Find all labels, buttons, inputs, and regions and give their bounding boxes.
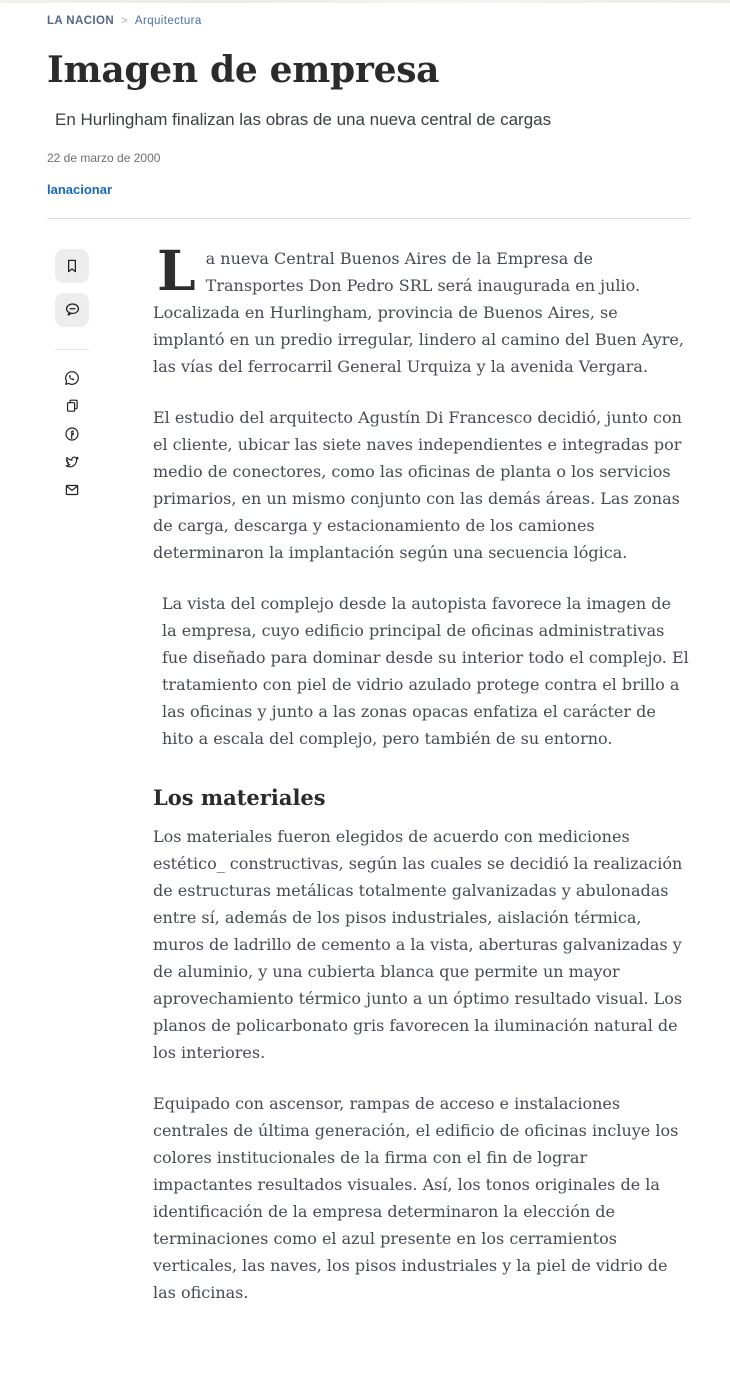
article-date: 22 de marzo de 2000 (47, 150, 161, 165)
copy-link-button[interactable] (55, 392, 89, 420)
page-title: Imagen de empresa (47, 49, 440, 91)
section-heading: Los materiales (153, 784, 326, 810)
twitter-icon (63, 453, 81, 471)
paragraph: La vista del complejo desde la autopista favorece la imagen de la empresa, cuyo edificio principal de oficinas administrativas fue diseñado para dominar desde su interior todo el complejo. El tratamiento con piel de vidrio azulado protege contra el brillo a las oficinas y junto a las zonas opacas enfatiza el carácter de hito a escala del complejo, pero también de su entorno. (162, 593, 689, 748)
breadcrumb (47, 15, 690, 27)
share-rail-divider (55, 349, 89, 350)
whatsapp-share-button[interactable] (55, 364, 89, 392)
comments-icon (63, 300, 82, 319)
comments-button[interactable] (55, 293, 89, 327)
article-main (0, 237, 730, 1390)
email-share-button[interactable] (55, 476, 89, 504)
author-link[interactable]: lanacionar (47, 181, 113, 197)
share-rail (47, 245, 153, 1330)
paragraph: Los materiales fueron elegidos de acuerdo con mediciones estético_ constructivas, según las cuales se decidió la realización de estructuras metálicas totalmente galvanizadas y abulonadas entre sí, además de los pisos industriales, aislación térmica, muros de ladrillo de cemento a la vista, aberturas galvanizadas y de aluminio, y una cubierta blanca que permite un mayor aprovechamiento térmico junto a un óptimo resultado visual. Los planos de policarbonato gris favorecen la iluminación natural de los interiores. (153, 826, 683, 1062)
header-divider (47, 218, 690, 219)
breadcrumb-home-link[interactable]: LA NACION (47, 15, 115, 27)
drop-cap: L (157, 237, 196, 303)
paragraph: El estudio del arquitecto Agustín Di Francesco decidió, junto con el cliente, ubicar las siete naves independientes e integradas por medio de conectores, como las oficinas de planta o los servicios primarios, en un mismo conjunto con las demás áreas. Las zonas de carga, descarga y estacionamiento de los camiones determinaron la implantación según una secuencia lógica. (153, 407, 682, 562)
lead-paragraph-text: a nueva Central Buenos Aires de la Empresa de Transportes Don Pedro SRL será inaugurada en julio. Localizada en Hurlingham, provincia de Buenos Aires, se implantó en un predio irregular, lindero al camino del Buen Ayre, las vías del ferrocarril General Urquiza y la avenida Vergara. (153, 248, 684, 376)
article-header (0, 3, 730, 199)
bookmark-button[interactable] (55, 249, 89, 283)
lead-paragraph (153, 237, 690, 380)
article-body (153, 237, 690, 1330)
twitter-share-button[interactable] (55, 448, 89, 476)
copy-link-icon (64, 397, 81, 414)
email-icon (63, 481, 81, 499)
facebook-share-button[interactable] (55, 420, 89, 448)
paragraph: Equipado con ascensor, rampas de acceso e instalaciones centrales de última generación, el edificio de oficinas incluye los colores institucionales de la firma con el fin de lograr impactantes resultados visuales. Así, los tonos originales de la identificación de la empresa determinaron la elección de terminaciones como el azul presente en los cerramientos verticales, las naves, los pisos industriales y la piel de vidrio de las oficinas. (153, 1093, 679, 1302)
breadcrumb-separator-icon: > (121, 15, 128, 27)
facebook-icon (63, 425, 81, 443)
breadcrumb-section-link[interactable]: Arquitectura (134, 15, 202, 27)
bookmark-icon (63, 257, 81, 275)
whatsapp-icon (63, 369, 81, 387)
article-subtitle: En Hurlingham finalizan las obras de una nueva central de cargas (55, 109, 552, 129)
